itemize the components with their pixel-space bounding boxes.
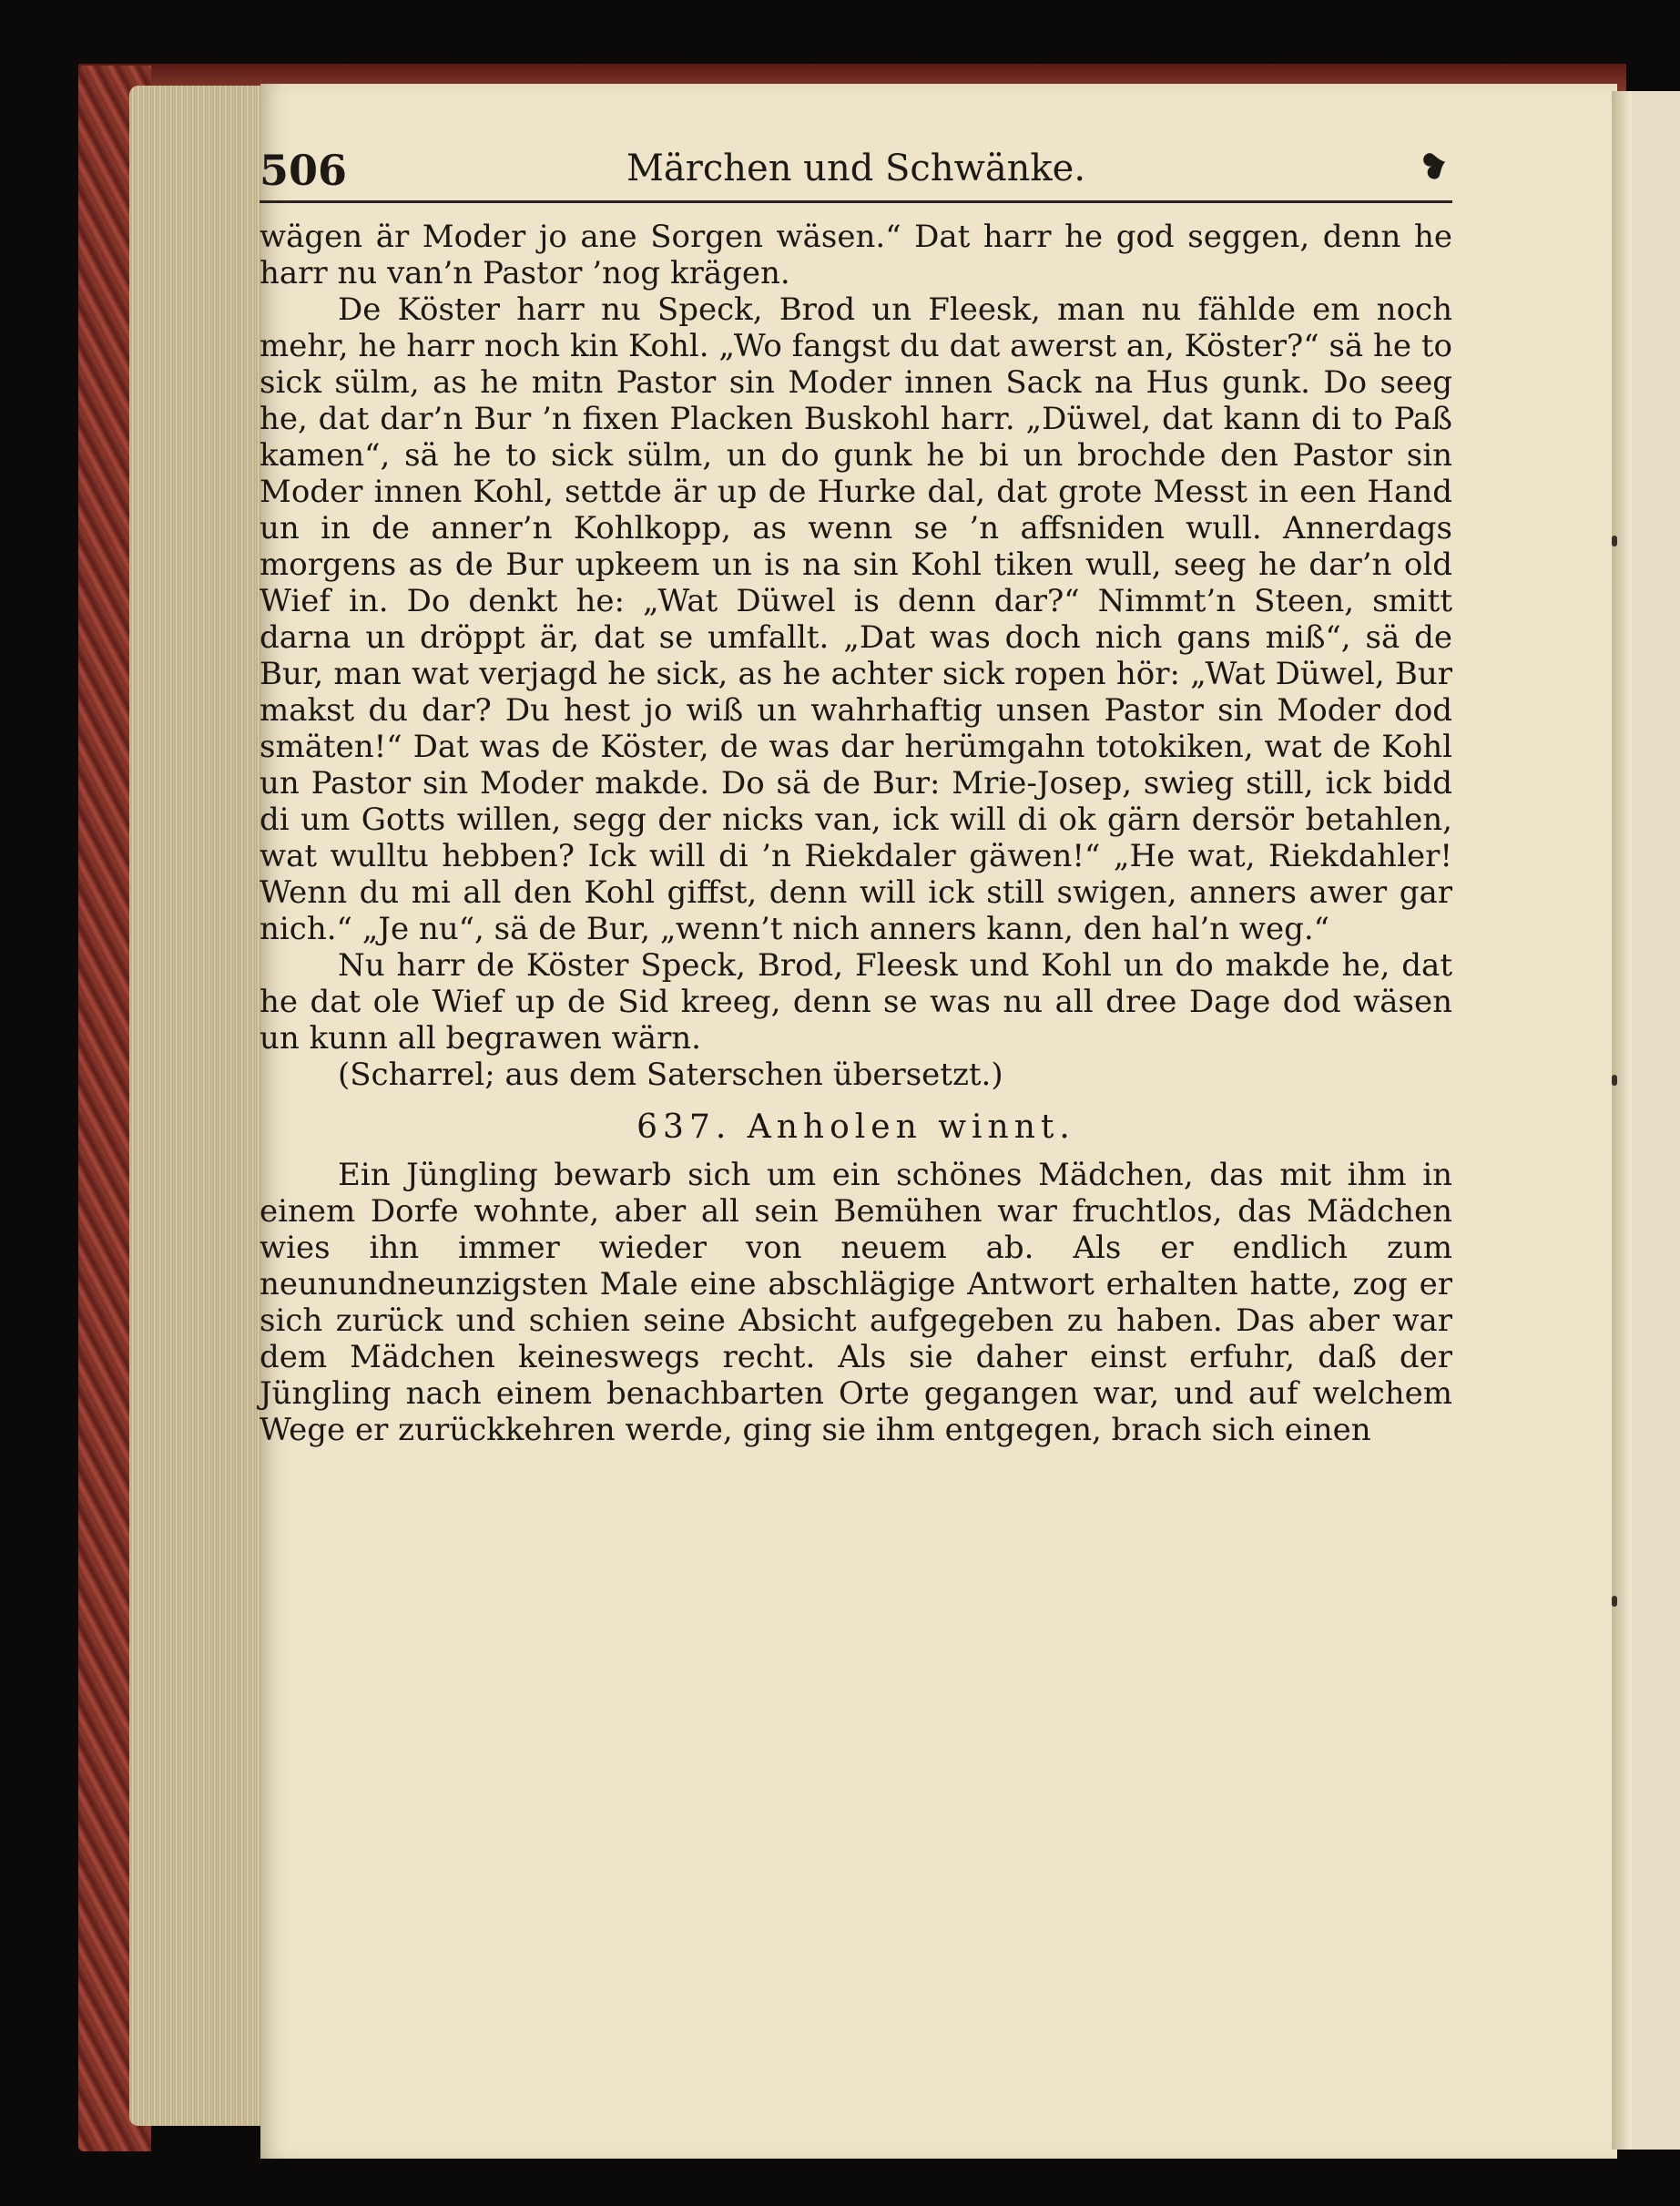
source-note: (Scharrel; aus dem Saterschen übersetzt.) (338, 1057, 1003, 1093)
section-heading: 637. Anholen winnt. (636, 1108, 1075, 1146)
page-number: 506 (260, 146, 348, 195)
paragraph: De Köster harr nu Speck, Brod un Fleesk, man nu fählde em noch mehr, he harr noch kin Kohl. „Wo fangst du dat awerst an, Köster?“ sä he to sick sülm, as he mitn Pastor sin Moder innen Sack na Hus gunk. Do seeg he, dat dar’n Bur ’n fixen Placken Buskohl harr. „Düwel, dat kann di to Paß kamen“, sä he to sick sülm, un do gunk he bi un brochde den Pastor sin Moder innen Kohl, settde är up de Hurke dal, dat grote Messt in een Hand un in de anner’n Kohlkopp, as wenn se ’n affsniden wull. Annerdags morgens as de Bur upkeem un is na sin Kohl tiken wull, seeg he dar’n old Wief in. Do denkt he: „Wat Düwel is denn dar?“ Nimmt’n Steen, smitt darna un dröppt är, dat se umfallt. „Dat was doch nich gans miß“, sä de Bur, man wat verjagd he sick, as he achter sick ropen hör: „Wat Düwel, Bur makst du dar? Du hest jo wiß un wahrhaftig unsen Pastor sin Moder dod smäten!“ Dat was de Köster, de was dar herümgahn totokiken, wat de Kohl un Pastor sin Moder makde. Do sä de Bur: Mrie-Josep, swieg still, ick bidd di um Gotts willen, segg der nicks van, ick will di ok gärn dersör betahlen, wat wulltu hebben? Ick will di ’n Riekdaler gäwen!“ „He wat, Riekdahler! Wenn du mi all den Kohl giffst, denn will ick still swigen, anners awer gar nich.“ „Je nu“, sä de Bur, „wenn’t nich anners kann, den hal’n weg.“ (260, 291, 1452, 947)
page-body (260, 219, 1452, 1448)
ornament-icon: ❥ (1414, 141, 1457, 192)
running-title: Märchen und Schwänke. (626, 148, 1086, 189)
paragraph: Nu harr de Köster Speck, Brod, Fleesk und Kohl un do makde he, dat he dat ole Wief up de Sid kreeg, denn se was nu all dree Dage dod wäsen un kunn all begrawen wärn. (260, 947, 1452, 1057)
paragraph: wägen är Moder jo ane Sorgen wäsen.“ Dat harr he god seggen, denn he harr nu van’n Pastor ’nog krägen. (260, 219, 1452, 291)
page-edges (129, 86, 266, 2126)
margin-mark (1612, 536, 1617, 546)
margin-mark (1612, 1596, 1617, 1607)
page-header (260, 137, 1457, 203)
paragraph: Ein Jüngling bewarb sich um ein schönes Mädchen, das mit ihm in einem Dorfe wohnte, aber all sein Bemühen war fruchtlos, das Mädchen wies ihn immer wieder von neuem ab. Als er endlich zum neunundneunzigsten Male eine abschlägige Antwort erhalten hatte, zog er sich zurück und schien seine Absicht aufgegeben zu haben. Das aber war dem Mädchen keineswegs recht. Als sie daher einst erfuhr, daß der Jüngling nach einem benachbarten Orte gegangen war, und auf welchem Wege er zurückkehren werde, ging sie ihm entgegen, brach sich einen (260, 1157, 1452, 1448)
margin-mark (1612, 1075, 1617, 1086)
gutter-shadow (1612, 91, 1632, 2150)
